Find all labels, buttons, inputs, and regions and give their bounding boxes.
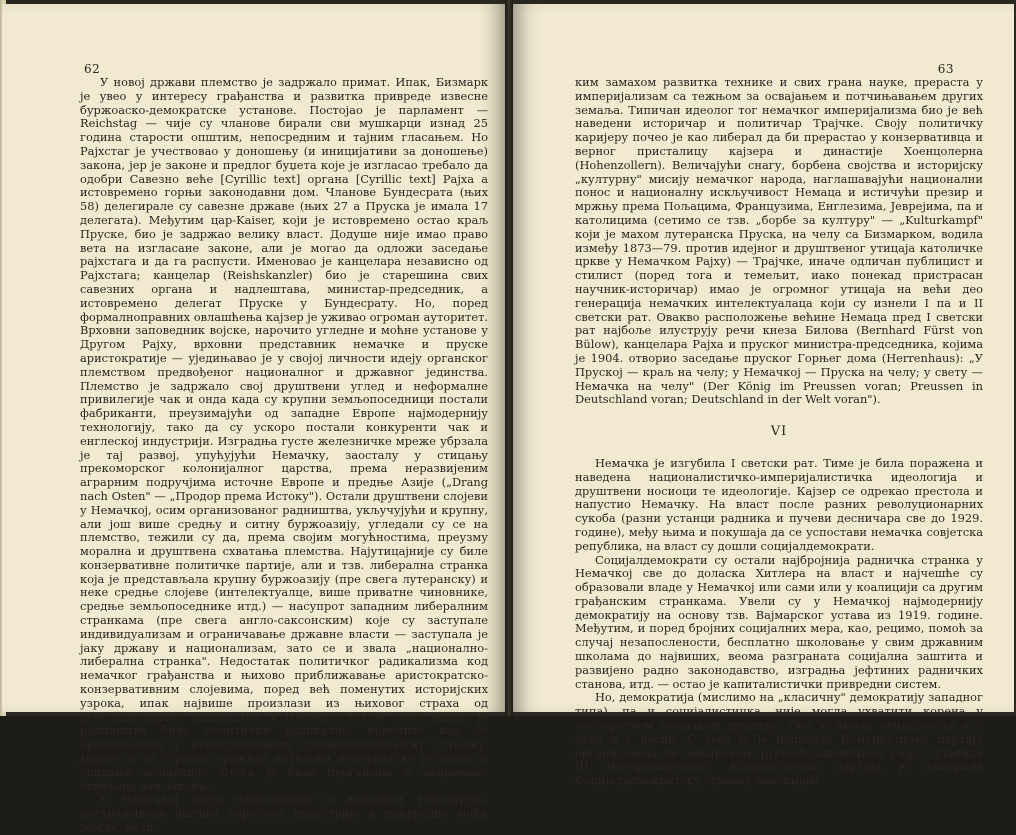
left-page — [2, 4, 505, 835]
paragraph: Социјалдемократи су остали најбројнија радничка странка у Немачкој све до доласка Хитлера на власт и најчешће су образовали владе у Немачкој или сами или у коалицији са другим грађанским странкама. Увели су у Немачкој најмодернију демократију на основу тзв. Вајмарског устава из 1919. године. Међутим, и поред бројних социјалних мера, као, рецимо, помоћ за случај незапослености, бесплатно школовање у свим државним школама до највиших, веома разграната социјална заштита и развијено радно законодавство, изградња јефтиних радничких станова, итд. — остао је капиталистички привредни систем. — [575, 552, 983, 691]
right-page — [513, 4, 1014, 788]
right-page-text — [575, 76, 983, 788]
page-number-left: 62 — [84, 62, 101, 76]
paragraph: ким замахом развитка технике и свих грана науке, прераста у империјализам са тежњом за освајањем и потчињавањем других земаља. Типичан идеолог тог немачког империјализма био је већ наведени историчар и политичар Трајчке. Своју политичку каријеру почео је као либерал да би прерастао у конзервативца и верног присталицу кајзера и династије Хоенцолерна (Hohenzollern). Величајући снагу, борбена својства и историјску „културну" мисију немачког народа, наглашавајући национални понос и националну искључивост Немаца и истичући презир и мржњу према Пољацима, Французима, Енглезима, Јеврејима, па и католицима (сетимо се тзв. „борбе за културу" — „Kulturkampf" који је махом лутеранска Пруска, на челу са Бизмарком, водила између 1873—79. против идејног и друштвеног утицаја католичке цркве у Немачком Рајху) — Трајчке, иначе одличан публицист и стилист (поред тога и темељит, иако понекад пристрасан научник-историчар) имао је огромног утицаја на већи део генерација немачких интелектуалаца који су изнели I па и II светски рат. Овакво расположење већине Немаца пред I светски рат најбоље илуструју речи кнеза Билова (Bernhard Fürst von Bülow), канцелара Рајха и пруског министра-председника, којима је 1904. отворио заседање пруског Горњег дома (Herrenhaus): „У Пруској — краљ на челу; у Немачкој — Пруска на челу; у свету — Немачка на челу" (Der König im Preussen voran; Preussen in Deutschland voran; Deutschland in der Welt voran"). — [575, 75, 983, 407]
paragraph: У Немачкој идеја националног и државног тоталитета, потхрањивана наглим порастом индустрије и привредне моћи земље, вели- — [80, 792, 488, 835]
book-gutter — [505, 0, 513, 716]
left-page-text — [80, 76, 488, 835]
paragraph: Но, демократија (мислимо на „класичну" демократију западног типа), па и социјалистичка, није могла ухватити корена у послератном немачком друштву. Она је имала непријатеља и с лева и с десна. С лева је је нападала Комунистичка партија организована по лењинском, руско-бољшевичком узору, чланица III Интернационале. Комунистичка партија је сматрала Социјалдемократску странку опаснијим — [575, 690, 983, 788]
section-heading: VI — [770, 424, 788, 440]
paragraph: Немачка је изгубила I светски рат. Тиме је била поражена и наведена националистичко-империјалистичка идеологија и друштвени носиоци те идеологије. Кајзер се одрекао престола и напустио Немачку. На власт после разних револуционарних сукоба (разни устанци радника и пучеви десничара све до 1929. године), међу њима и покушаја да се успостави немачка совјетска република, на власт су дошли социјалдемократи. — [575, 455, 983, 553]
paragraph: У новој држави племство је задржало примат. Ипак, Бизмарк је увео у интересу грађанства и развитка привреде извесне буржоаско-демократске установе. Постојао је парламент — Reichstag — чије су чланове бирали сви мушкарци изнад 25 година старости општим, непосредним и тајним гласањем. Но Рајхстаг је учествовао у доношењу (и иницијативи за доношење) закона, јер је законе и предлог буџета које је изгласао требало да одобри Савезно веће [Cyrillic text] органа [Cyrillic text] Рајха а истовремено горњи законодавни дом. Чланове Бундесрата (њих 58) делегирале су савезне државе (њих 27 а Пруска је имала 17 делегата). Међутим цар-Kaiser, који је истовремено остао краљ Пруске, био је задржао велику власт. Додуше није имао право вета на изгласане законе, али је могао да одложи заседање рајхстага и да га распусти. Именовао је канцелара независно од Рајхстага; канцелар (Reishskanzler) био је старешина свих савезних органа и надлештава, министар-председник, а истовремено делегат Пруске у Бундесрату. Но, поред формалноправних овлашћења кајзер је уживао огроман ауторитет. Врховни заповедник војске, нарочито угледне и моћне установе у Другом Рајху, врховни представник немачке и пруске аристократије — уједињавао је у својој личности идеју органског племством предвођеног националног и државног јединства. Племство је задржало свој друштвени углед и неформалне привилегије чак и онда када су крупни земљопоседници постали фабриканти, преузимајући од западне Европе најмодернију технологију, тако да су ускоро постали конкуренти чак и енглеској индустрији. Изградња густе железничке мреже убрзала је тај развој, упућујући Немачку, заосталу у стицању прекоморског колонијалног царства, према неразвијеним аграрним подручјима источне Европе и предње Азије („Drang nach Osten" — „Продор према Истоку"). Остали друштвени слојеви у Немачкој, осим организованог радништва, укључујући и крупну, али још више средњу и ситну буржоазију, угледали су се на племство, тежили су да, према својим могућностима, преузму морална и друштвена схватања племства. Најутицајније су биле конзервативне политичке партије, али и тзв. либерална странка која је представљала крупну буржоазију (пре свега лутеранску) и неке средње слојеве (интелектуалце, више приватне чиновнике, средње земљопоседнике итд.) — насупрот западним либералним странкама (пре свега англо-саксонским) које су заступале индивидуализам и ограничавање државне власти — заступала је јаку државу и национализам, зато се и звала „национално-либерална странка". Недостатак политичког радикализма код немачког грађанства и њихово приближавање аристократско-конзервативним слојевима, поред већ поменутих историјских узрока, ипак највише произлази из њиховог страха од револуционарног радништва. У Немачкој после 1848. једино је радништво било политички радикално, нарочито кад се организовало у револуционарни социјалдемократску странку. Једино је та странка тражила истински демократске установе и укидање монархије. Стога је била прогањана и повремено стављана ван закона. — [80, 75, 488, 793]
page-number-right: 63 — [937, 62, 954, 76]
